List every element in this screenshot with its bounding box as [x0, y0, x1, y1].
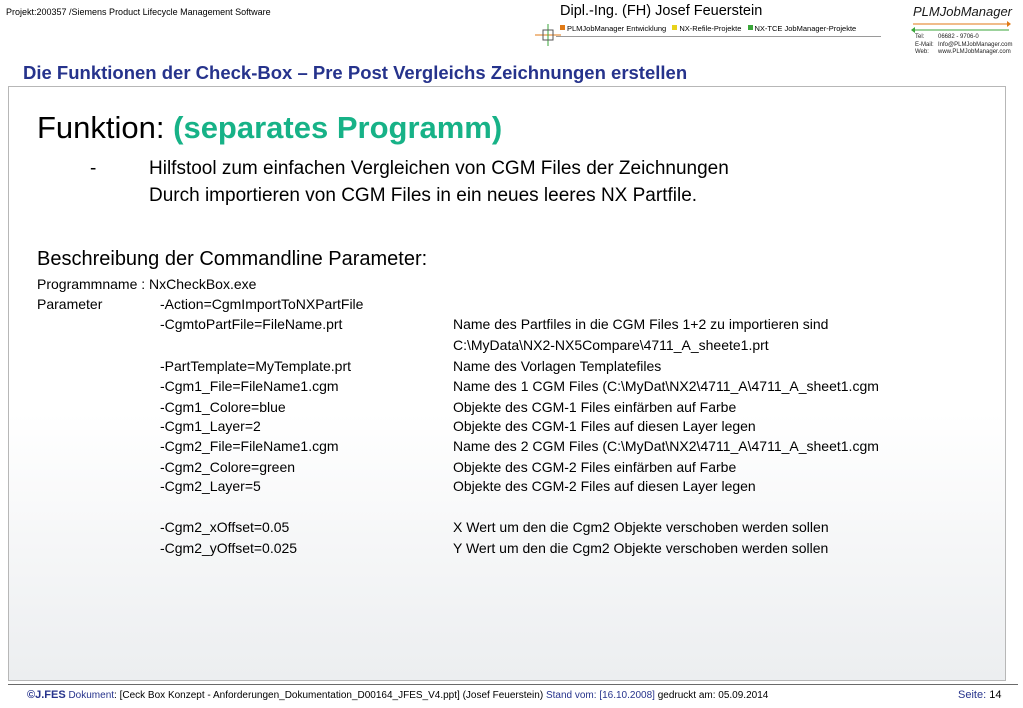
param-name: -CgmtoPartFile=FileName.prt [160, 316, 343, 332]
param-desc: Y Wert um den die Cgm2 Objekte verschoben werden sollen [453, 540, 829, 556]
doc-label: Dokument [68, 690, 115, 701]
param-desc: Objekte des CGM-1 Files auf diesen Layer legen [453, 418, 756, 434]
project-label: Projekt:200357 /Siemens Product Lifecycle Management Software [6, 7, 271, 17]
param-name: -PartTemplate=MyTemplate.prt [160, 358, 352, 374]
contact-label: Web: [915, 49, 929, 55]
param-name: -Cgm1_Colore=blue [160, 399, 286, 415]
param-desc: C:\MyData\NX2-NX5Compare\4711_A_sheete1.prt [453, 337, 769, 353]
bullet-dash: - [90, 158, 97, 179]
bullet-line-1: Hilfstool zum einfachen Vergleichen von CGM Files der Zeichnungen [149, 158, 729, 179]
param-desc: Objekte des CGM-2 Files einfärben auf Farbe [453, 459, 737, 475]
param-name: -Cgm2_xOffset=0.05 [160, 519, 290, 535]
green-square-icon [748, 25, 753, 30]
orange-square-icon [560, 25, 565, 30]
param-name: -Cgm2_File=FileName1.cgm [160, 438, 339, 454]
param-desc: Name des 1 CGM Files (C:\MyDat\NX2\4711_A\4711_A_sheet1.cgm [453, 378, 879, 394]
contact-web: www.PLMJobManager.com [938, 49, 1011, 55]
param-name: -Cgm2_Layer=5 [160, 478, 261, 494]
author-name: Dipl.-Ing. (FH) Josef Feuerstein [560, 3, 763, 19]
param-desc: Objekte des CGM-2 Files auf diesen Layer legen [453, 478, 756, 494]
subnav-item-entwicklung: PLMJobManager Entwicklung [567, 24, 667, 33]
param-desc: Objekte des CGM-1 Files einfärben auf Farbe [453, 399, 737, 415]
param-desc: Name des 2 CGM Files (C:\MyDat\NX2\4711_A\4711_A_sheet1.cgm [453, 438, 879, 454]
contact-phone: 06682 - 9706-0 [938, 34, 979, 40]
param-name: -Cgm1_File=FileName1.cgm [160, 378, 339, 394]
param-desc: Name des Vorlagen Templatefiles [453, 358, 662, 374]
logo-arrows-icon [911, 21, 1011, 33]
param-name: -Cgm2_Colore=green [160, 459, 296, 475]
contact-email: Info@PLMJobManager.com [938, 41, 1013, 48]
heading-accent: (separates Programm) [173, 110, 503, 145]
subnav [556, 24, 856, 33]
page-number [958, 689, 1001, 701]
param-desc: X Wert um den die Cgm2 Objekte verschoben werden sollen [453, 519, 829, 535]
param-name: -Cgm2_yOffset=0.025 [160, 540, 298, 556]
logo: PLMJobManager [913, 4, 1012, 19]
header-divider [556, 36, 881, 37]
parameter-heading: Beschreibung der Commandline Parameter: [37, 248, 428, 270]
param-name: -Cgm1_Layer=2 [160, 418, 261, 434]
function-heading [37, 110, 502, 146]
subnav-item-refile: NX-Refile-Projekte [679, 24, 742, 33]
param-desc: Name des Partfiles in die CGM Files 1+2 zu importieren sind [453, 316, 829, 332]
program-line: Programmname : NxCheckBox.exe [37, 276, 257, 292]
page-label: Seite: [958, 689, 987, 701]
footer [27, 689, 768, 701]
bullet-line-2: Durch importieren von CGM Files in ein neues leeres NX Partfile. [149, 185, 698, 206]
slide-title: Die Funktionen der Check-Box – Pre Post Vergleichs Zeichnungen erstellen [23, 62, 688, 83]
contact-label: Tel: [915, 34, 925, 40]
param-name: -Action=CgmImportToNXPartFile [160, 296, 364, 312]
footer-divider [8, 684, 1018, 685]
stand-date: Stand vom: [16.10.2008] [545, 690, 655, 701]
contact-block [915, 34, 1012, 57]
parameter-label: Parameter [37, 296, 103, 312]
contact-label: E-Mail: [915, 41, 934, 48]
page-value: 14 [989, 689, 1002, 701]
heading-prefix: Funktion: [37, 110, 174, 145]
yellow-square-icon [672, 25, 677, 30]
subnav-item-tce: NX-TCE JobManager-Projekte [754, 24, 857, 33]
printed-date: gedruckt am: 05.09.2014 [657, 690, 769, 701]
copyright: ©J.FES [27, 689, 66, 701]
doc-name: : [Ceck Box Konzept - Anforderungen_Dokumentation_D00164_JFES_V4.ppt] (Josef Feuerstein) [114, 690, 544, 701]
